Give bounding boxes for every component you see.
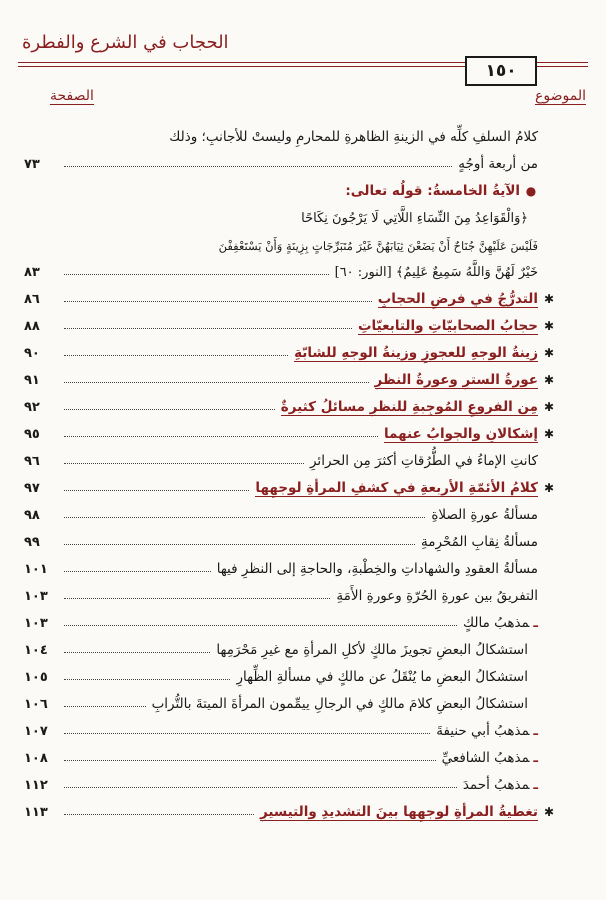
dash-icon: ـ — [533, 750, 538, 766]
toc-entry — [24, 770, 556, 797]
star-icon: ✱ — [543, 319, 555, 333]
toc-entry — [24, 392, 556, 419]
star-icon: ✱ — [543, 373, 555, 387]
entry-page: ٧٣ — [24, 157, 40, 172]
dash-icon: ـ — [533, 723, 538, 739]
toc-entry — [24, 419, 556, 446]
toc-entry — [24, 446, 556, 473]
entry-text: فَلَيْسَ عَلَيْهِنَّ جُنَاحٌ أَنْ يَضَعْنَ ثِيَابَهُنَّ غَيْرَ مُتَبَرِّجَاتٍ بِزِينَةٍ وَأَنْ يَسْتَعْفِفْنَ — [218, 239, 538, 253]
entry-page: ٨٦ — [24, 292, 40, 307]
entry-text: استشكالُ البعضِ كلامَ مالكٍ في الرجالِ ييمِّمون المرأةَ الميتةَ بالتُّرابِ — [151, 696, 528, 712]
entry-page: ٩٦ — [24, 454, 40, 469]
entry-text: مسألةُ نِقابِ المُحْرِمةِ — [420, 534, 538, 550]
entry-text: حجابُ الصحابيّاتِ والتابعيّاتِ — [357, 318, 538, 334]
toc-entry — [24, 554, 556, 581]
entry-text: الآيةُ الخامسةُ: قولُه تعالى: — [345, 183, 520, 199]
entry-text: عورةُ السترِ وعورةُ النظرِ — [374, 372, 538, 388]
entry-page: ٩٩ — [24, 535, 40, 550]
dot-leader — [64, 625, 457, 626]
column-heading-page: الصفحة — [50, 88, 94, 104]
toc-entry — [24, 311, 556, 338]
entry-text: كانتِ الإماءُ في الطُّرُقاتِ أكثرَ مِن الحرائرِ — [309, 453, 538, 469]
toc-entry — [24, 203, 556, 230]
dot-leader — [64, 382, 369, 383]
toc-entry — [24, 716, 556, 743]
dot-leader — [64, 463, 304, 464]
toc-entry — [24, 797, 556, 824]
entry-text: مذهبُ الشافعيِّ — [441, 750, 530, 766]
entry-text: استشكالُ البعضِ ما يُنْقَلُ عن مالكٍ في مسألةِ الظِّهارِ — [236, 669, 528, 685]
entry-page: ١٠٥ — [24, 670, 48, 685]
entry-page: ٨٣ — [24, 265, 40, 280]
entry-text: مسألةُ العقودِ والشهاداتِ والخِطْبةِ، والحاجةِ إلى النظرِ فيها — [216, 561, 538, 577]
dot-leader — [64, 166, 452, 167]
entry-text: مذهبُ أبي حنيفةَ — [436, 723, 530, 739]
toc-entry — [24, 662, 556, 689]
entry-text: مِن الفروعِ المُوجِبةِ للنظرِ مسائلُ كثيرةٌ — [280, 399, 538, 415]
toc-entry — [24, 338, 556, 365]
dash-icon: ـ — [533, 615, 538, 631]
entry-text: كلامُ السلفِ كلِّه في الزينةِ الظاهرةِ للمحارمِ وليستْ للأجانبِ؛ وذلك — [169, 129, 538, 145]
entry-text: استشكالُ البعضِ تجويزَ مالكٍ لأكلِ المرأةِ مع غيرِ مَحْرَمِها — [216, 642, 528, 658]
entry-page: ٨٨ — [24, 319, 40, 334]
entry-text: مسألةُ عورةِ الصلاةِ — [431, 507, 538, 523]
toc-entry — [24, 149, 556, 176]
entry-page: ٩٧ — [24, 481, 40, 496]
entry-text: كلامُ الأئمّةِ الأربعةِ في كشفِ المرأةِ لوجهِها — [255, 480, 538, 496]
page-number-box — [465, 56, 537, 86]
entry-text: تغطيةُ المرأةِ لوجهِها بينَ التشديدِ والتيسيرِ — [259, 804, 538, 820]
page-number: ١٥٠ — [485, 61, 517, 81]
dot-leader — [64, 436, 378, 437]
entry-text: زينةُ الوجهِ للعجوزِ وزينةُ الوجهِ للشابّةِ — [294, 345, 538, 361]
entry-text: إشكالانِ والجوابُ عنهما — [383, 426, 538, 442]
star-icon: ✱ — [543, 292, 555, 306]
toc-entry — [24, 122, 556, 149]
dot-leader — [64, 409, 275, 410]
running-title: الحجاب في الشرع والفطرة — [22, 32, 229, 53]
dot-leader — [64, 301, 372, 302]
toc-entry — [24, 473, 556, 500]
toc-entry — [24, 284, 556, 311]
dot-leader — [64, 544, 415, 545]
dot-leader — [64, 706, 146, 707]
toc-entry — [24, 257, 556, 284]
toc-entry — [24, 689, 556, 716]
toc-entry — [24, 743, 556, 770]
toc-entry — [24, 365, 556, 392]
toc-entry — [24, 527, 556, 554]
entry-text: ﴿وَالْقَوَاعِدُ مِنَ النِّسَاءِ اللَّاتِي لَا يَرْجُونَ نِكَاحًا — [301, 211, 528, 226]
dot-leader — [64, 517, 425, 518]
star-icon: ✱ — [543, 805, 555, 819]
toc-entry — [24, 608, 556, 635]
entry-text: التدرُّجُ في فرضِ الحجابِ — [377, 291, 538, 307]
entry-page: ١٠٣ — [24, 616, 48, 631]
entry-page: ١١٣ — [24, 805, 48, 820]
star-icon: ✱ — [543, 400, 555, 414]
toc-entry — [24, 500, 556, 527]
dot-leader — [64, 760, 436, 761]
entry-text: مذهبُ أحمدَ — [462, 777, 530, 793]
entry-text: التفريقُ بين عورةِ الحُرّةِ وعورةِ الأَمَةِ — [336, 588, 538, 604]
star-icon: ✱ — [543, 346, 555, 360]
dot-leader — [64, 679, 230, 680]
entry-page: ٩٥ — [24, 427, 40, 442]
dot-leader — [64, 598, 330, 599]
entry-page: ١٠٨ — [24, 751, 48, 766]
entry-page: ١٠٣ — [24, 589, 48, 604]
toc-entry — [24, 230, 556, 257]
dot-leader — [64, 652, 210, 653]
star-icon: ✱ — [543, 427, 555, 441]
dot-leader — [64, 787, 457, 788]
dot-leader — [64, 571, 211, 572]
entry-page: ١١٢ — [24, 778, 48, 793]
dot-leader — [64, 328, 352, 329]
dot-leader — [64, 274, 329, 275]
entry-page: ٩١ — [24, 373, 40, 388]
dot-leader — [64, 733, 430, 734]
entry-text: خَيْرٌ لَهُنَّ وَاللَّهُ سَمِيعٌ عَلِيمٌ﴾ [النور: ٦٠] — [334, 265, 538, 280]
toc-entry — [24, 176, 556, 203]
entry-page: ١٠٧ — [24, 724, 48, 739]
dot-leader — [64, 355, 288, 356]
entry-page: ١٠١ — [24, 562, 48, 577]
toc-entry — [24, 581, 556, 608]
dot-leader — [64, 490, 249, 491]
toc-entry — [24, 635, 556, 662]
column-heading-topic: الموضوع — [535, 88, 586, 104]
entry-page: ٩٢ — [24, 400, 40, 415]
entry-page: ١٠٦ — [24, 697, 48, 712]
dot-leader — [64, 814, 254, 815]
bullet-icon: ● — [525, 184, 537, 198]
entry-page: ١٠٤ — [24, 643, 48, 658]
star-icon: ✱ — [543, 481, 555, 495]
toc-list — [24, 122, 556, 824]
entry-text: مذهبُ مالكٍ — [462, 615, 530, 631]
entry-page: ٩٠ — [24, 346, 40, 361]
entry-page: ٩٨ — [24, 508, 40, 523]
dash-icon: ـ — [533, 777, 538, 793]
entry-text: من أربعة أوجُهٍ — [458, 156, 538, 172]
